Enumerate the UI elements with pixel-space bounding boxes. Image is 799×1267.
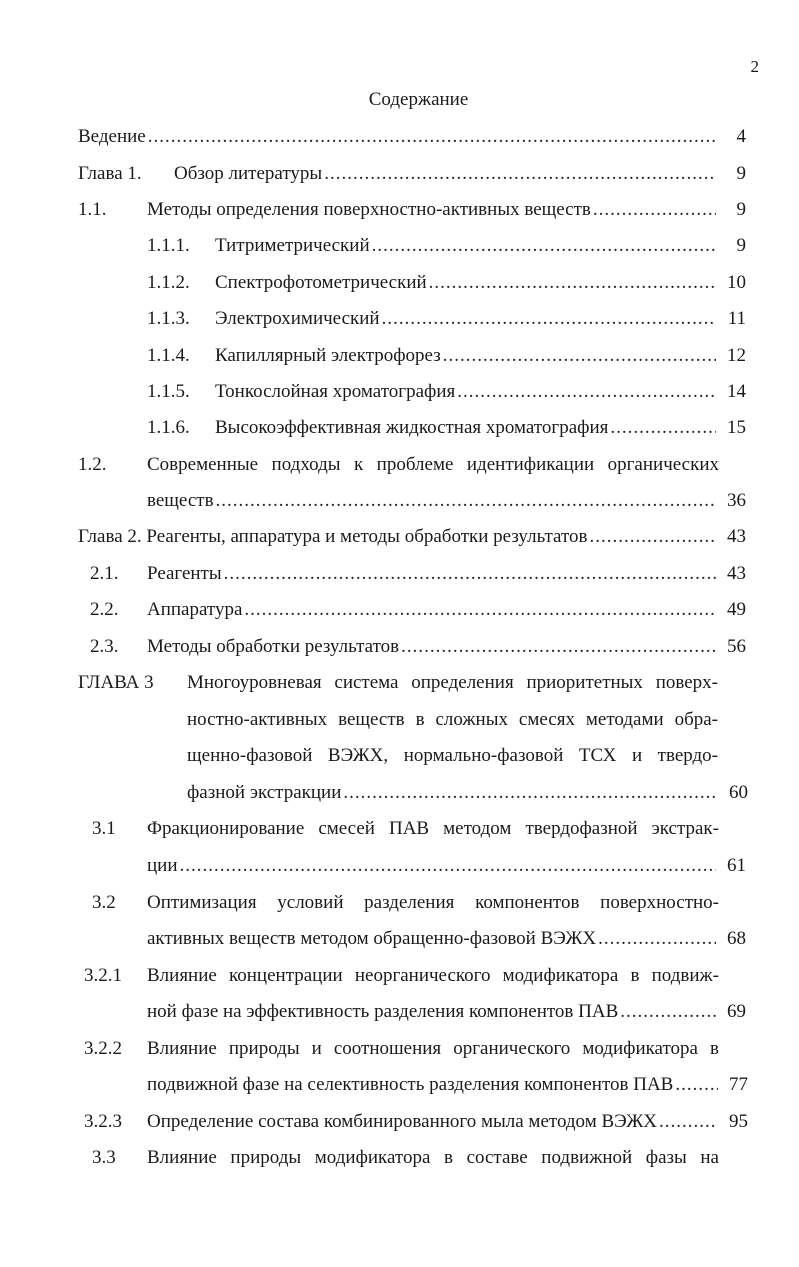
toc-entry-page: 4 [736, 126, 746, 147]
toc-entry [147, 413, 746, 443]
toc-entry-label: ции [147, 855, 178, 876]
toc-entry-number: 2.1. [90, 563, 119, 584]
toc-entry [147, 268, 746, 298]
leader-dots [608, 413, 716, 443]
toc-entry [147, 304, 746, 334]
toc-entry-label-line: ностно-активных веществ в сложных смесях методами обра- [187, 709, 718, 730]
toc-entry-label-line: щенно-фазовой ВЭЖХ, нормально-фазовой ТСХ и твердо- [187, 745, 718, 766]
leader-dots [214, 486, 716, 516]
leader-dots [455, 377, 716, 407]
toc-entry-label-line: Влияние концентрации неорганического модификатора в подвиж- [147, 965, 719, 986]
leader-dots [322, 159, 716, 189]
leader-dots [618, 997, 716, 1027]
toc-entry [147, 341, 746, 371]
toc-entry-number: 1.1.4. [147, 345, 190, 366]
toc-entry-page: 56 [727, 636, 746, 657]
toc-entry-number: 1.2. [78, 454, 107, 475]
toc-entry-page: 60 [729, 782, 748, 803]
leader-dots [146, 122, 716, 152]
leader-dots [178, 851, 716, 881]
toc-entry-number: ГЛАВА 3 [78, 672, 154, 693]
toc-entry-label: Электрохимический [215, 308, 380, 329]
toc-entry-number: 2.2. [90, 599, 119, 620]
toc-entry [78, 450, 746, 480]
toc-entry-page: 61 [727, 855, 746, 876]
toc-entry-continuation [187, 705, 718, 735]
toc-entry-label: Методы обработки результатов [147, 636, 400, 657]
toc-entry-label: Обзор литературы [174, 163, 323, 184]
toc-entry-page: 10 [727, 272, 746, 293]
toc-entry [92, 1143, 746, 1173]
toc-entry [78, 122, 746, 152]
leader-dots [370, 231, 716, 261]
leader-dots [596, 924, 716, 954]
toc-entry [90, 559, 746, 589]
toc-entry [92, 888, 746, 918]
toc-entry-number: 1.1.5. [147, 381, 190, 402]
page-number: 2 [750, 57, 759, 76]
toc-entry [78, 195, 746, 225]
toc-entry-number: 1.1. [78, 199, 107, 220]
toc-title: Содержание [368, 89, 469, 110]
toc-entry-page: 95 [729, 1111, 748, 1132]
leader-dots [399, 632, 716, 662]
leader-dots [588, 522, 716, 552]
toc-entry-page: 12 [727, 345, 746, 366]
toc-entry [92, 814, 746, 844]
toc-entry-number: 1.1.6. [147, 417, 190, 438]
toc-entry-number: 3.2.2 [84, 1038, 122, 1059]
toc-entry-continuation [147, 924, 746, 954]
leader-dots [242, 595, 716, 625]
leader-dots [657, 1107, 718, 1137]
toc-entry-continuation [147, 851, 746, 881]
toc-entry [78, 522, 746, 552]
toc-entry-label-line: Фракционирование смесей ПАВ методом твердофазной экстрак- [147, 818, 719, 839]
toc-entry-number: 2.3. [90, 636, 119, 657]
toc-entry-page: 11 [727, 308, 746, 329]
toc-entry-label-line: Влияние природы модификатора в составе подвижной фазы на [147, 1147, 719, 1168]
toc-entry-label: Титриметрический [215, 235, 370, 256]
toc-entry-number: 3.2.1 [84, 965, 122, 986]
leader-dots [441, 341, 716, 371]
toc-entry-page: 14 [727, 381, 746, 402]
toc-entry-number: 1.1.2. [147, 272, 190, 293]
toc-entry-label: веществ [147, 490, 214, 511]
leader-dots [591, 195, 716, 225]
toc-entry-continuation [187, 741, 718, 771]
toc-entry-label: Ведение [78, 126, 146, 147]
toc-entry-page: 9 [736, 199, 746, 220]
toc-entry [84, 1107, 748, 1137]
toc-entry-number: 1.1.1. [147, 235, 190, 256]
toc-entry-page: 77 [729, 1074, 748, 1095]
toc-entry-label-line: Влияние природы и соотношения органического модификатора в [147, 1038, 719, 1059]
toc-entry-page: 9 [736, 235, 746, 256]
toc-entry-label: Реагенты [147, 563, 222, 584]
toc-entry-number: 3.2.3 [84, 1111, 122, 1132]
toc-entry-number: 3.1 [92, 818, 116, 839]
toc-entry-number: 1.1.3. [147, 308, 190, 329]
toc-entry-label-line: Многоуровневая система определения приоритетных поверх- [187, 672, 718, 693]
toc-entry-number: Глава 1. [78, 163, 142, 184]
toc-entry-label-line: Оптимизация условий разделения компонентов поверхностно- [147, 892, 719, 913]
toc-entry-label: Высокоэффективная жидкостная хроматография [215, 417, 609, 438]
toc-entry [90, 595, 746, 625]
toc-entry-page: 69 [727, 1001, 746, 1022]
toc-entry [147, 231, 746, 261]
toc-entry-label: активных веществ методом обращенно-фазовой ВЭЖХ [147, 928, 597, 949]
toc-entry-continuation [147, 1070, 748, 1100]
leader-dots [341, 778, 718, 808]
toc-entry [78, 668, 746, 698]
toc-entry [84, 1034, 746, 1064]
toc-entry-label: Спектрофотометрический [215, 272, 427, 293]
toc-entry-label: подвижной фазе на селективность разделения компонентов ПАВ [147, 1074, 674, 1095]
toc-entry-page: 9 [736, 163, 746, 184]
toc-entry-label: Определение состава комбинированного мыла методом ВЭЖХ [147, 1111, 657, 1132]
toc-entry-page: 43 [727, 563, 746, 584]
toc-entry-label: ной фазе на эффективность разделения компонентов ПАВ [147, 1001, 619, 1022]
toc-entry-label: Глава 2. Реагенты, аппаратура и методы обработки результатов [78, 526, 588, 547]
toc-entry-continuation [187, 778, 748, 808]
toc-entry-continuation [147, 997, 746, 1027]
toc-entry-number: 3.2 [92, 892, 116, 913]
leader-dots [380, 304, 716, 334]
toc-entry [78, 159, 746, 189]
leader-dots [427, 268, 716, 298]
toc-entry-page: 15 [727, 417, 746, 438]
toc-entry-label: фазной экстракции [187, 782, 342, 803]
toc-entry-page: 36 [727, 490, 746, 511]
toc-entry-page: 68 [727, 928, 746, 949]
toc-entry-label: Капиллярный электрофорез [215, 345, 441, 366]
toc-entry [84, 961, 746, 991]
toc-entry-continuation [147, 486, 746, 516]
toc-entry [147, 377, 746, 407]
toc-entry-label: Аппаратура [147, 599, 243, 620]
toc-entry-number: 3.3 [92, 1147, 116, 1168]
toc-entry-label: Тонкослойная хроматография [215, 381, 456, 402]
toc-entry-page: 43 [727, 526, 746, 547]
toc-entry-label-line: Современные подходы к проблеме идентификации органических [147, 454, 719, 475]
toc-entry-page: 49 [727, 599, 746, 620]
toc-entry [90, 632, 746, 662]
leader-dots [673, 1070, 718, 1100]
toc-entry-label: Методы определения поверхностно-активных веществ [147, 199, 591, 220]
leader-dots [222, 559, 716, 589]
